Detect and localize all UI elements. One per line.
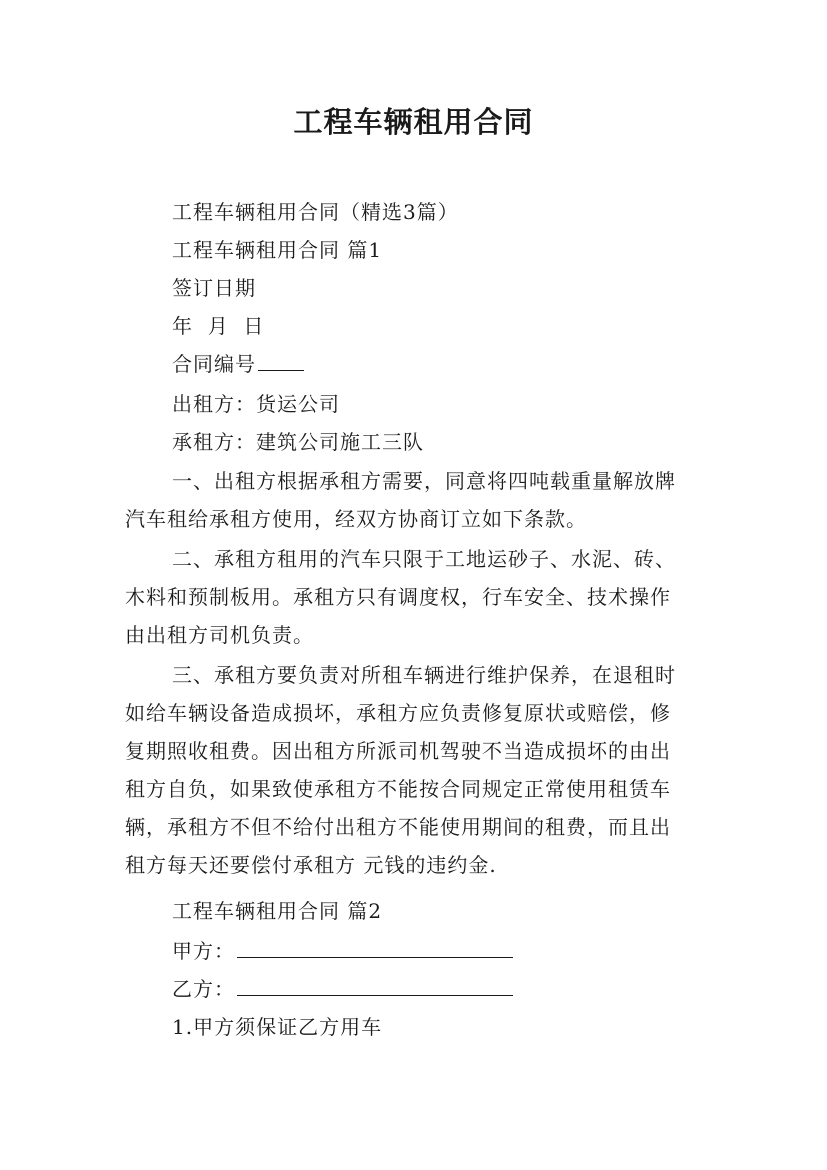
- party-a-label: 甲方：: [172, 939, 235, 963]
- party-b-blank: [237, 973, 513, 996]
- clause-2-line: 由出租方司机负责。: [125, 623, 314, 647]
- clause-3-line: 三、承租方要负责对所租车辆进行维护保养，在退租时: [172, 663, 676, 687]
- clause-1-line: 一、出租方根据承租方需要，同意将四吨载重量解放牌: [172, 469, 676, 493]
- lessee-line: 承租方：建筑公司施工三队: [172, 430, 424, 454]
- date-line: 年 月 日: [172, 314, 265, 338]
- contract-number-blank: [258, 348, 304, 371]
- party-b-line: [172, 970, 772, 1008]
- section-2-heading: 工程车辆租用合同 篇2: [172, 899, 383, 923]
- party-a-line: [172, 932, 772, 970]
- sign-date-label: 签订日期: [172, 276, 256, 300]
- item-1-line: 1.甲方须保证乙方用车: [172, 1015, 383, 1039]
- clause-2-line: 木料和预制板用。承租方只有调度权，行车安全、技术操作: [125, 585, 671, 609]
- lessor-line: 出租方：货运公司: [172, 392, 340, 416]
- clause-3-line: 复期照收租费。因出租方所派司机驾驶不当造成损坏的由出: [125, 739, 671, 763]
- clause-3-line: 辆，承租方不但不给付出租方不能使用期间的租费，而且出: [125, 815, 671, 839]
- contract-number-line: [172, 345, 772, 383]
- section-1-heading: 工程车辆租用合同 篇1: [172, 238, 383, 262]
- clause-1-line: 汽车租给承租方使用，经双方协商订立如下条款。: [125, 507, 587, 531]
- document-subtitle: 工程车辆租用合同（精选3篇）: [172, 200, 459, 224]
- clause-3-line: 如给车辆设备造成损坏，承租方应负责修复原状或赔偿，修: [125, 701, 671, 725]
- clause-3-line: 租方每天还要偿付承租方 元钱的违约金.: [125, 853, 497, 877]
- document-title: 工程车辆租用合同: [293, 105, 534, 139]
- party-b-label: 乙方：: [172, 977, 235, 1001]
- clause-3-line: 租方自负，如果致使承租方不能按合同规定正常使用租赁车: [125, 777, 671, 801]
- clause-2-line: 二、承租方租用的汽车只限于工地运砂子、水泥、砖、: [172, 547, 676, 571]
- contract-number-label: 合同编号: [172, 352, 256, 376]
- party-a-blank: [237, 935, 513, 958]
